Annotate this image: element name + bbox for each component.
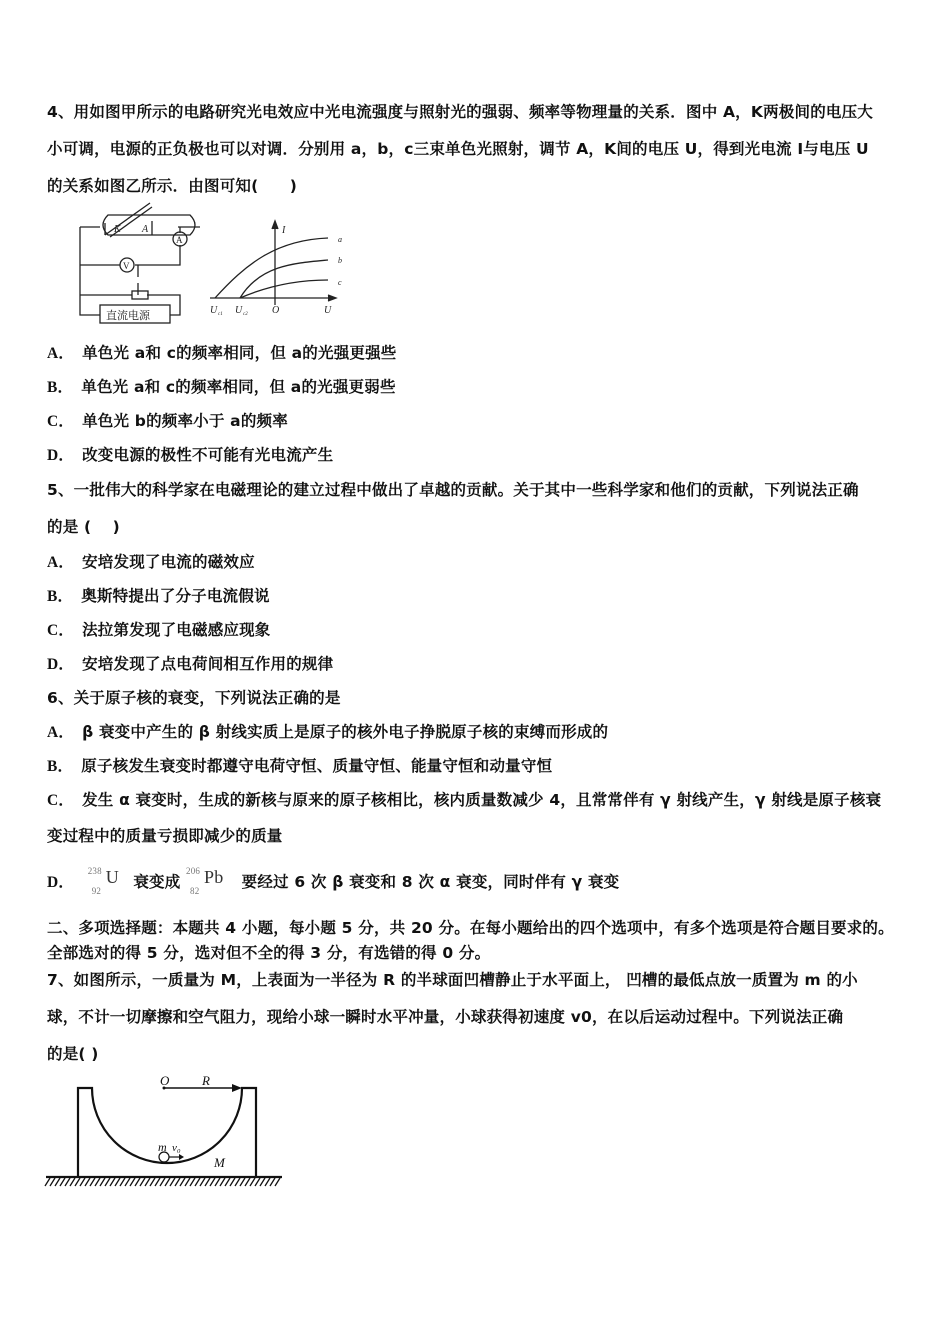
circuit-diagram: [80, 203, 200, 323]
option-key: B．: [47, 379, 74, 396]
option-text: 单色光 a和 c的频率相同，但 a的光强更弱些: [81, 378, 396, 396]
q6-option-b: [47, 756, 552, 777]
curve-label-c: c: [338, 278, 342, 287]
lead-nuclide: [186, 865, 236, 896]
option-text: 法拉第发现了电磁感应现象: [82, 621, 271, 639]
origin: O: [272, 305, 280, 316]
option-text: 单色光 a和 c的频率相同，但 a的光强更强些: [82, 344, 397, 362]
label-r: R: [202, 1073, 210, 1088]
section-2-line: 二、多项选择题：本题共 4 小题，每小题 5 分，共 20 分。在每小题给出的四个选项中，有多个选项是符合题目要求的。: [47, 919, 894, 937]
label-v0: v₀: [172, 1142, 181, 1154]
rheostat: [132, 291, 148, 299]
atomic-number: 92: [91, 885, 102, 896]
section-2-line: 全部选对的得 5 分，选对但不全的得 3 分，有选错的得 0 分。: [47, 944, 491, 962]
uc1: U: [210, 305, 218, 316]
q6-option-a: [47, 722, 608, 743]
q4-stem-line: 的关系如图乙所示．由图可知( ): [47, 177, 298, 195]
option-key: D．: [47, 656, 75, 673]
label-big-m: M: [214, 1155, 225, 1170]
option-key: C．: [47, 413, 75, 430]
groove-block: [78, 1088, 256, 1177]
q5-stem-line: 5、一批伟大的科学家在电磁理论的建立过程中做出了卓越的贡献。关于其中一些科学家和他们的贡献，下列说法正确: [47, 481, 859, 499]
option-key: C．: [47, 792, 75, 809]
label-a: A: [142, 224, 149, 235]
q4-option-b: [47, 377, 396, 398]
ground-hatching: [45, 1178, 280, 1186]
option-text: 衰变成: [133, 873, 181, 891]
element-symbol: Pb: [204, 866, 224, 887]
element-symbol: U: [105, 866, 119, 887]
option-key: D．: [47, 874, 75, 891]
option-text: 要经过 6 次 β 衰变和 8 次 α 衰变，同时伴有 γ 衰变: [241, 873, 620, 891]
q5-option-a: [47, 552, 255, 573]
uc1-sub: c1: [218, 312, 223, 317]
q6-option-c-cont: 变过程中的质量亏损即减少的质量: [47, 827, 283, 845]
q7-stem-line: 的是( ): [47, 1045, 99, 1063]
uc2-sub: c2: [243, 312, 248, 317]
option-key: A．: [47, 724, 75, 741]
curve-label-a: a: [338, 235, 342, 244]
option-text: 改变电源的极性不可能有光电流产生: [82, 446, 334, 464]
label-o: O: [160, 1073, 170, 1088]
ammeter-label: A: [176, 235, 183, 245]
option-key: B．: [47, 588, 74, 605]
mass-number: 238: [87, 865, 102, 876]
q5-option-b: [47, 586, 270, 607]
uranium-nuclide: [87, 865, 128, 896]
uc2: U: [235, 305, 243, 316]
q4-figure: [60, 195, 360, 330]
q4-stem-line: 4、用如图甲所示的电路研究光电效应中光电流强度与照射光的强弱、频率等物理量的关系．图中 A，K两极间的电压大: [47, 103, 873, 121]
option-key: A．: [47, 554, 75, 571]
label-k: K: [114, 224, 121, 235]
option-key: D．: [47, 447, 75, 464]
q6-option-d: [47, 865, 620, 896]
q5-option-d: [47, 654, 333, 675]
voltmeter-label: V: [123, 261, 130, 271]
option-text: 原子核发生衰变时都遵守电荷守恒、质量守恒、能量守恒和动量守恒: [81, 757, 553, 775]
q7-figure: [40, 1065, 290, 1195]
option-text: 奥斯特提出了分子电流假说: [81, 587, 270, 605]
curve-a: [215, 238, 328, 298]
q6-option-c: [47, 790, 881, 811]
q7-stem-line: 7、如图所示，一质量为 M，上表面为一半径为 R 的半球面凹槽静止于水平面上， 凹槽的最低点放一质置为 m 的小: [47, 971, 858, 989]
q7-stem-line: 球，不计一切摩擦和空气阻力，现给小球一瞬时水平冲量，小球获得初速度 v0，在以后运动过程中。下列说法正确: [47, 1008, 844, 1026]
option-key: A．: [47, 345, 75, 362]
option-text: 发生 α 衰变时，生成的新核与原来的原子核相比，核内质量数减少 4，且常常伴有 γ 射线产生，γ 射线是原子核衰: [82, 791, 882, 809]
power-label: 直流电源: [106, 309, 150, 322]
q4-stem-line: 小可调，电源的正负极也可以对调．分别用 a，b，c三束单色光照射，调节 A，K间的电压 U，得到光电流 I与电压 U: [47, 140, 869, 158]
axis-u: U: [324, 305, 332, 316]
option-key: C．: [47, 622, 75, 639]
q4-option-d: [47, 445, 333, 466]
curve-label-b: b: [338, 256, 342, 265]
label-m: m: [158, 1140, 167, 1154]
option-text: β 衰变中产生的 β 射线实质上是原子的核外电子挣脱原子核的束缚而形成的: [82, 723, 609, 741]
axis-i: I: [282, 225, 286, 236]
option-text: 安培发现了点电荷间相互作用的规律: [82, 655, 334, 673]
iu-graph: [210, 221, 342, 317]
q5-option-c: [47, 620, 271, 641]
option-text: 单色光 b的频率小于 a的频率: [82, 412, 288, 430]
option-key: B．: [47, 758, 74, 775]
atomic-number: 82: [190, 885, 200, 896]
q4-option-c: [47, 411, 288, 432]
q6-stem: 6、关于原子核的衰变，下列说法正确的是: [47, 689, 341, 707]
mass-number: 206: [186, 865, 201, 876]
q4-option-a: [47, 343, 397, 364]
q5-stem-line: 的是 ( ): [47, 518, 120, 536]
option-text: 安培发现了电流的磁效应: [82, 553, 255, 571]
